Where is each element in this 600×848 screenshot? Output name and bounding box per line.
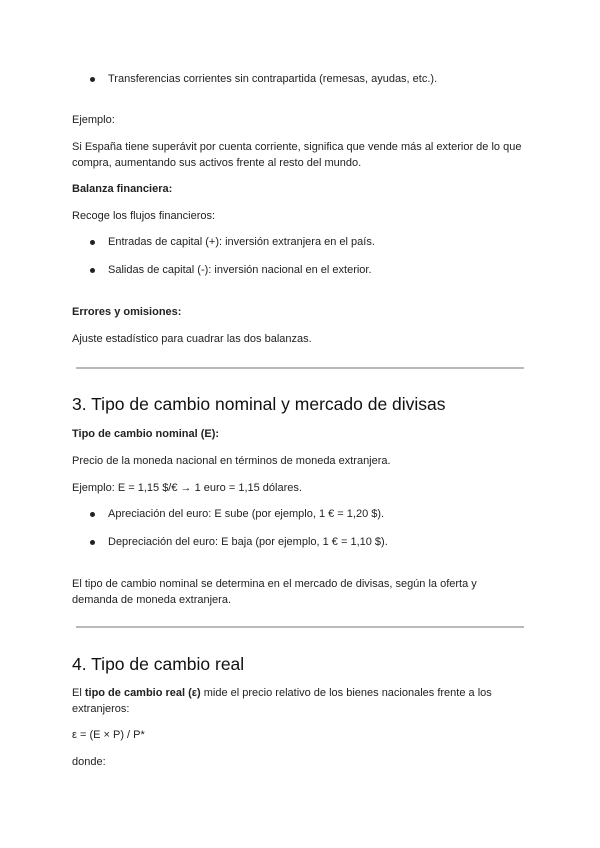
bullet-icon bbox=[90, 240, 95, 245]
section-3-example: Ejemplo: E = 1,15 $/€ → 1 euro = 1,15 dólares. bbox=[72, 482, 302, 494]
section-4-title: 4. Tipo de cambio real bbox=[72, 654, 245, 674]
section-4-intro-line-2: extranjeros: bbox=[72, 703, 130, 715]
section-4-intro-line-1 bbox=[72, 684, 492, 702]
section-4-donde: donde: bbox=[72, 756, 106, 768]
list-item: Apreciación del euro: E sube (por ejemplo, 1 € = 1,20 $). bbox=[108, 508, 385, 520]
bullet-icon bbox=[90, 268, 95, 273]
errors-heading: Errores y omisiones: bbox=[72, 306, 182, 318]
bullet-icon bbox=[90, 512, 95, 517]
section-3-conclusion-line-2: demanda de moneda extranjera. bbox=[72, 594, 231, 606]
financial-heading: Balanza financiera: bbox=[72, 183, 173, 195]
list-item: Salidas de capital (-): inversión nacional en el exterior. bbox=[108, 264, 372, 276]
section-4-formula: ε = (E × P) / P* bbox=[72, 729, 145, 741]
intro-post: mide el precio relativo de los bienes nacionales frente a los bbox=[200, 687, 492, 699]
list-item: Entradas de capital (+): inversión extranjera en el país. bbox=[108, 236, 375, 248]
list-item: Depreciación del euro: E baja (por ejemplo, 1 € = 1,10 $). bbox=[108, 536, 388, 548]
section-divider bbox=[76, 626, 524, 628]
section-3-conclusion-line-1: El tipo de cambio nominal se determina en el mercado de divisas, según la oferta y bbox=[72, 578, 477, 590]
section-3-definition: Precio de la moneda nacional en términos de moneda extranjera. bbox=[72, 455, 391, 467]
list-item: Transferencias corrientes sin contrapartida (remesas, ayudas, etc.). bbox=[108, 73, 438, 85]
section-3-title: 3. Tipo de cambio nominal y mercado de divisas bbox=[72, 394, 446, 414]
errors-text: Ajuste estadístico para cuadrar las dos balanzas. bbox=[72, 333, 312, 345]
example-label: Ejemplo: bbox=[72, 114, 115, 126]
intro-pre: El bbox=[72, 687, 85, 699]
intro-bold-term: tipo de cambio real (ε) bbox=[84, 687, 201, 699]
financial-intro: Recoge los flujos financieros: bbox=[72, 210, 216, 222]
bullet-icon bbox=[90, 540, 95, 545]
bullet-icon bbox=[90, 77, 95, 82]
section-divider bbox=[76, 367, 524, 369]
section-3-subheading: Tipo de cambio nominal (E): bbox=[72, 428, 220, 440]
example-text-line-2: compra, aumentando sus activos frente al resto del mundo. bbox=[72, 157, 362, 169]
example-text-line-1: Si España tiene superávit por cuenta corriente, significa que vende más al exterior de lo que bbox=[72, 141, 522, 153]
